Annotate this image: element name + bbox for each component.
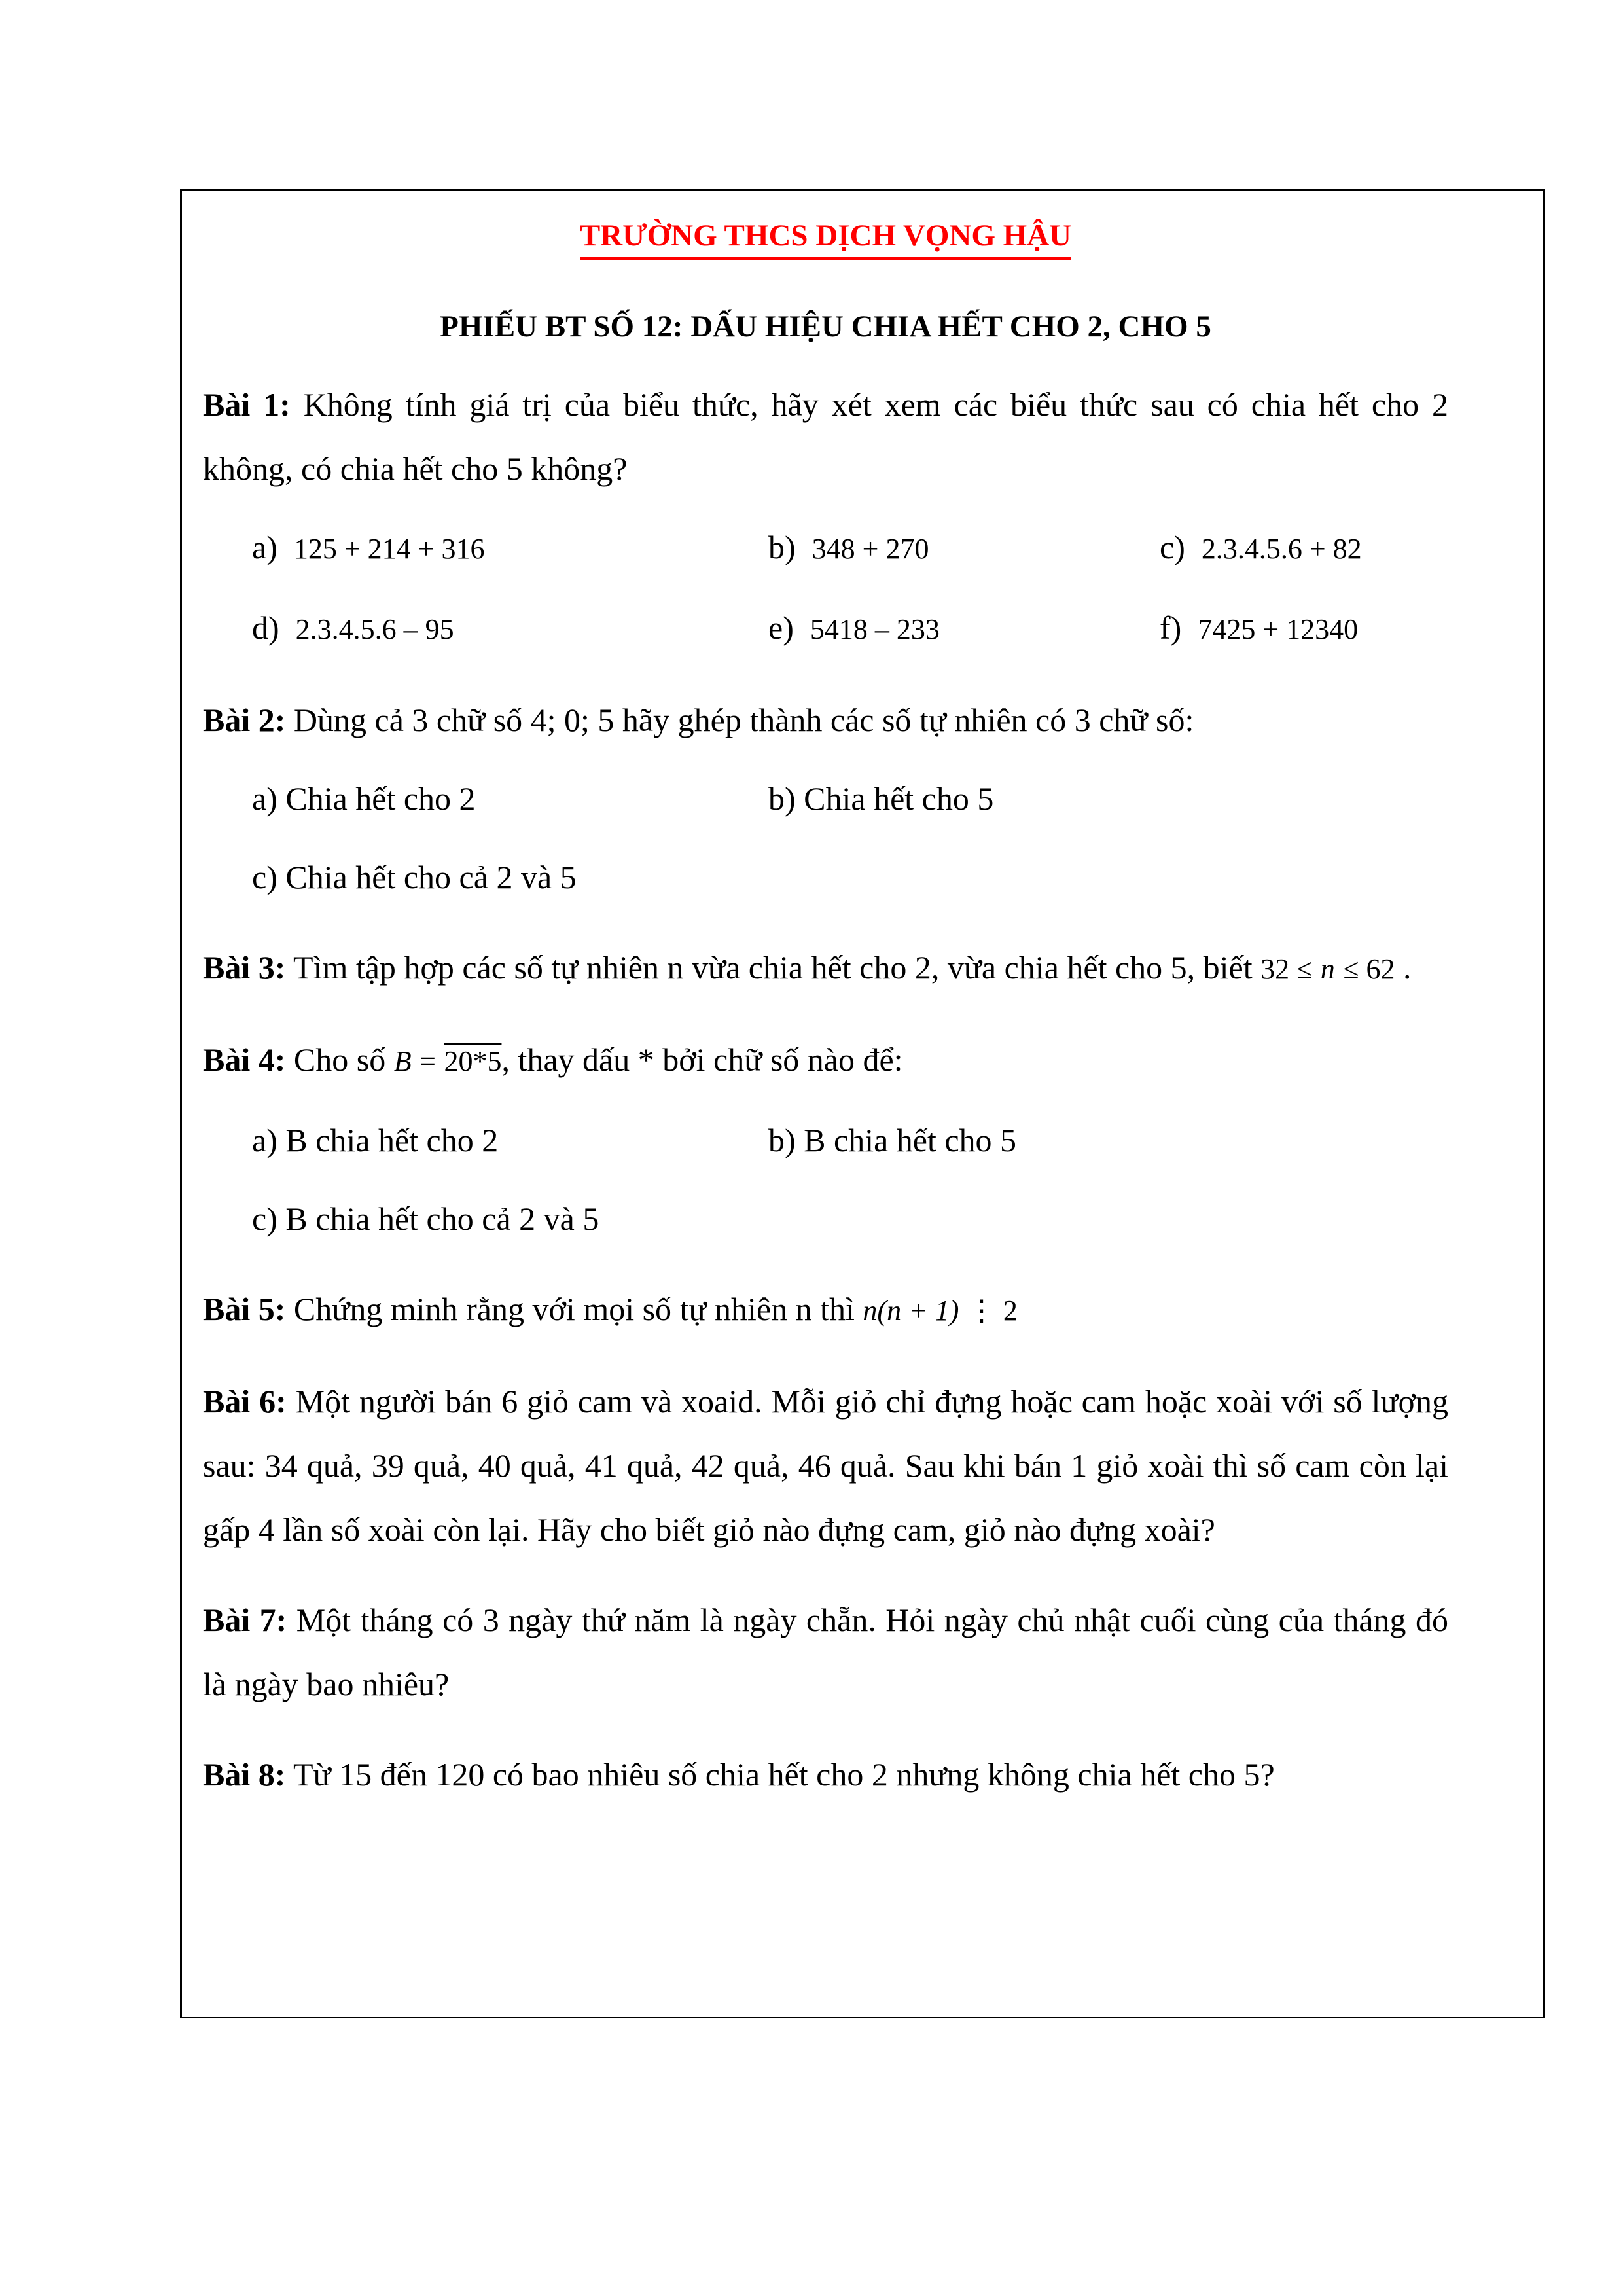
problem-4-options-row-2 <box>203 1187 1448 1251</box>
problem-1-text: Không tính giá trị của biểu thức, hãy xét xem các biểu thức sau có chia hết cho 2 không, có chia hết cho 5 không? <box>203 386 1448 487</box>
problem-6-text: Một người bán 6 giỏ cam và xoaid. Mỗi giỏ chỉ đựng hoặc cam hoặc xoài với số lượng sau: 34 quả, 39 quả, 40 quả, 41 quả, 42 quả, 46 quả. Sau khi bán 1 giỏ xoài thì số cam còn lại gấp 4 lần số xoài còn lại. Hãy cho biết giỏ nào đựng cam, giỏ nào đựng xoài? <box>203 1383 1448 1548</box>
problem-6 <box>203 1369 1448 1562</box>
problem-3-label: Bài 3: <box>203 949 286 986</box>
problem-2-label: Bài 2: <box>203 702 286 738</box>
inequality-upper-bound: ≤ 62 <box>1343 953 1395 985</box>
option-letter: b) <box>768 780 796 817</box>
problem-2-options-row-2 <box>203 845 1448 909</box>
option-spacer <box>1160 1108 1448 1172</box>
option-text: Chia hết cho 2 <box>285 780 476 817</box>
option-letter: a) <box>252 529 277 565</box>
problem-4-intro: Cho số <box>293 1041 386 1078</box>
option-letter: a) <box>252 1122 277 1158</box>
option-text: B chia hết cho cả 2 và 5 <box>285 1200 599 1237</box>
option-expression: 7425 + 12340 <box>1198 613 1359 645</box>
problem-2-text: Dùng cả 3 chữ số 4; 0; 5 hãy ghép thành các số tự nhiên có 3 chữ số: <box>293 702 1194 738</box>
option-letter: b) <box>768 1122 796 1158</box>
option-text: B chia hết cho 5 <box>804 1122 1017 1158</box>
problem-1 <box>203 372 1448 501</box>
problem-4-rest: , thay dấu * bởi chữ số nào để: <box>501 1041 903 1078</box>
option-text: Chia hết cho cả 2 và 5 <box>285 859 577 895</box>
option-e <box>768 596 1160 662</box>
option-expression: 2.3.4.5.6 + 82 <box>1201 533 1362 565</box>
option-letter: c) <box>1160 529 1185 565</box>
option-expression: 5418 – 233 <box>810 613 940 645</box>
problem-7-label: Bài 7: <box>203 1602 287 1638</box>
problem-3-text: Tìm tập hợp các số tự nhiên n vừa chia hết cho 2, vừa chia hết cho 5, biết <box>293 949 1253 986</box>
option-a <box>252 515 768 581</box>
problem-8-text: Từ 15 đến 120 có bao nhiêu số chia hết cho 2 nhưng không chia hết cho 5? <box>293 1756 1275 1793</box>
problem-5-text: Chứng minh rằng với mọi số tự nhiên n thì <box>293 1291 855 1327</box>
problem-3 <box>203 935 1448 1001</box>
problem-5 <box>203 1277 1448 1343</box>
problem-6-label: Bài 6: <box>203 1383 287 1420</box>
option-text: Chia hết cho 5 <box>804 780 994 817</box>
divisibility-statement: ⋮ 2 <box>967 1295 1018 1327</box>
option-expression: 2.3.4.5.6 – 95 <box>295 613 454 645</box>
overlined-number: 20*5 <box>444 1045 502 1077</box>
problem-8-label: Bài 8: <box>203 1756 286 1793</box>
problem-3-tail: . <box>1402 949 1412 986</box>
product-expression: n(n + 1) <box>863 1295 959 1327</box>
worksheet-border-box <box>180 189 1545 2018</box>
problem-2 <box>203 688 1448 752</box>
problem-4 <box>203 1028 1448 1094</box>
equals-sign: = <box>419 1045 436 1077</box>
problem-1-label: Bài 1: <box>203 386 291 423</box>
option-c <box>1160 515 1448 581</box>
option-letter: c) <box>252 1200 277 1237</box>
option-b <box>768 515 1160 581</box>
problem-4-label: Bài 4: <box>203 1041 286 1078</box>
problem-8 <box>203 1742 1448 1806</box>
option-d <box>252 596 768 662</box>
option-letter: e) <box>768 609 794 646</box>
worksheet-title: PHIẾU BT SỐ 12: DẤU HIỆU CHIA HẾT CHO 2, CHO 5 <box>440 310 1211 344</box>
option-c <box>252 845 768 909</box>
number-variable-B: B <box>393 1045 412 1077</box>
option-expression: 348 + 270 <box>812 533 929 565</box>
problem-5-label: Bài 5: <box>203 1291 286 1327</box>
problem-7 <box>203 1588 1448 1716</box>
option-letter: a) <box>252 780 277 817</box>
problem-7-text: Một tháng có 3 ngày thứ năm là ngày chẵn. Hỏi ngày chủ nhật cuối cùng của tháng đó là ngày bao nhiêu? <box>203 1602 1448 1702</box>
option-a <box>252 766 768 831</box>
option-text: B chia hết cho 2 <box>285 1122 499 1158</box>
school-name-text: TRƯỜNG THCS DỊCH VỌNG HẬU <box>580 216 1071 260</box>
option-letter: f) <box>1160 609 1182 646</box>
problem-1-options-row-1 <box>203 515 1448 581</box>
inequality-lower-bound: 32 ≤ <box>1260 953 1313 985</box>
option-f <box>1160 596 1448 662</box>
problem-4-options-row-1 <box>203 1108 1448 1172</box>
problem-2-options-row-1 <box>203 766 1448 831</box>
option-letter: d) <box>252 609 279 646</box>
option-b <box>768 1108 1160 1172</box>
inequality-variable: n <box>1320 953 1335 985</box>
problem-1-options-row-2 <box>203 596 1448 662</box>
option-a <box>252 1108 768 1172</box>
option-expression: 125 + 214 + 316 <box>293 533 485 565</box>
option-b <box>768 766 1160 831</box>
option-spacer <box>1160 766 1448 831</box>
option-letter: c) <box>252 859 277 895</box>
option-letter: b) <box>768 529 796 565</box>
school-name-heading <box>203 216 1448 260</box>
option-c <box>252 1187 768 1251</box>
